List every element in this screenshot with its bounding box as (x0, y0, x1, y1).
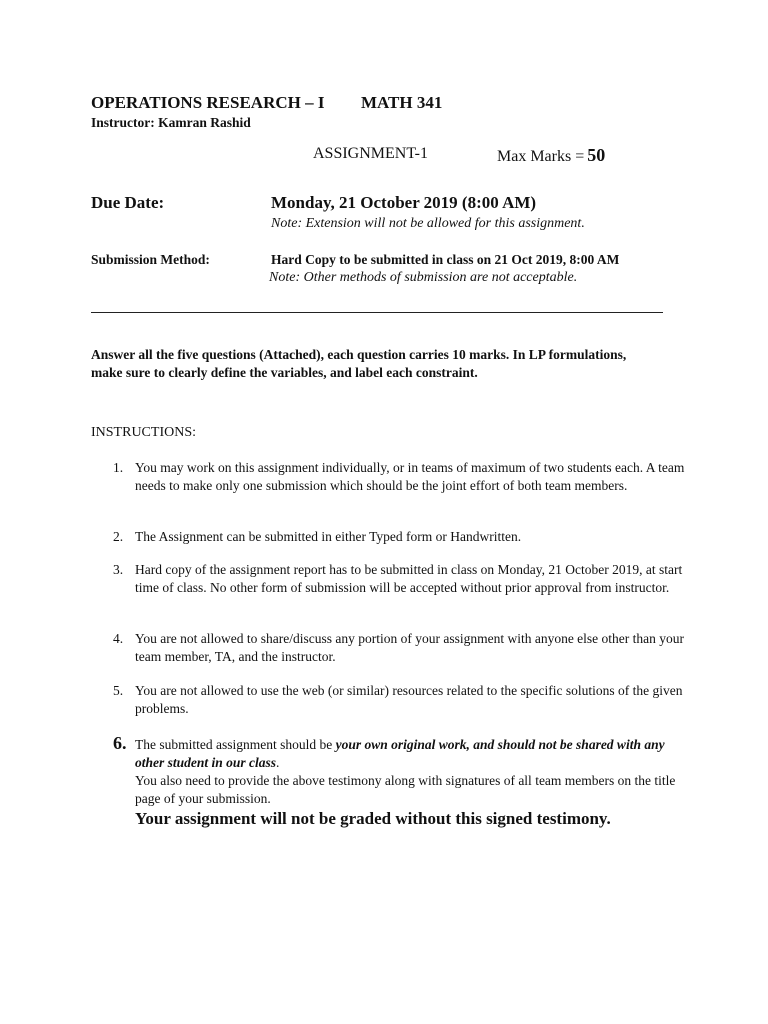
divider (91, 312, 663, 313)
item-text (135, 736, 685, 828)
max-marks (497, 145, 605, 166)
submission-method-label: Submission Method: (91, 252, 210, 267)
testimony-warning: Your assignment will not be graded without this signed testimony. (135, 809, 611, 828)
item-number: 5. (113, 683, 124, 698)
item-text: You may work on this assignment individually, or in teams of maximum of two students each. A team needs to make only one submission which should be the joint effort of both team members. (135, 460, 685, 493)
max-marks-label: Max Marks = (497, 148, 585, 165)
item-number: 6. (113, 733, 127, 753)
instructions-heading: INSTRUCTIONS: (91, 425, 197, 440)
instruction-item-4 (113, 630, 685, 666)
instruction-item-3 (113, 561, 685, 597)
assignment-name: ASSIGNMENT-1 (313, 145, 428, 162)
item-number: 4. (113, 631, 124, 646)
testimony-text: You also need to provide the above testimony along with signatures of all team members on the title page of your submission. (135, 773, 676, 806)
item-text-end: . (276, 755, 280, 770)
item-text: You are not allowed to share/discuss any portion of your assignment with anyone else other than your team member, TA, and the instructor. (135, 631, 685, 664)
item-text: You are not allowed to use the web (or similar) resources related to the specific solutions of the given problems. (135, 683, 683, 716)
item-text: The Assignment can be submitted in either Typed form or Handwritten. (135, 529, 522, 544)
item-number: 2. (113, 529, 124, 544)
max-marks-value: 50 (587, 145, 606, 165)
item-text: Hard copy of the assignment report has to be submitted in class on Monday, 21 October 2019, at start time of class. No other form of submission will be accepted without prior approval from instructor. (135, 562, 683, 595)
submission-method-note: Note: Other methods of submission are not acceptable. (269, 270, 578, 285)
due-date-value: Monday, 21 October 2019 (8:00 AM) (271, 193, 537, 212)
instruction-item-1 (113, 459, 685, 495)
course-title: OPERATIONS RESEARCH – I (91, 93, 325, 112)
due-date-note: Note: Extension will not be allowed for this assignment. (271, 216, 585, 231)
instruction-item-2 (113, 528, 685, 546)
course-code: MATH 341 (361, 93, 443, 112)
due-date-label: Due Date: (91, 193, 165, 212)
item-text-emphasis: your own original work, and should not be shared with any other student in our class (135, 737, 665, 770)
instruction-item-5 (113, 682, 685, 718)
instruction-item-6 (113, 733, 685, 828)
instructor-line: Instructor: Kamran Rashid (91, 115, 251, 130)
submission-method-value: Hard Copy to be submitted in class on 21 Oct 2019, 8:00 AM (271, 252, 620, 267)
item-number: 3. (113, 562, 124, 577)
item-number: 1. (113, 460, 124, 475)
intro-paragraph: Answer all the five questions (Attached), each question carries 10 marks. In LP formulations, make sure to clearly define the variables, and label each constraint. (91, 347, 627, 380)
item-text-lead: The submitted assignment should be (135, 737, 336, 752)
